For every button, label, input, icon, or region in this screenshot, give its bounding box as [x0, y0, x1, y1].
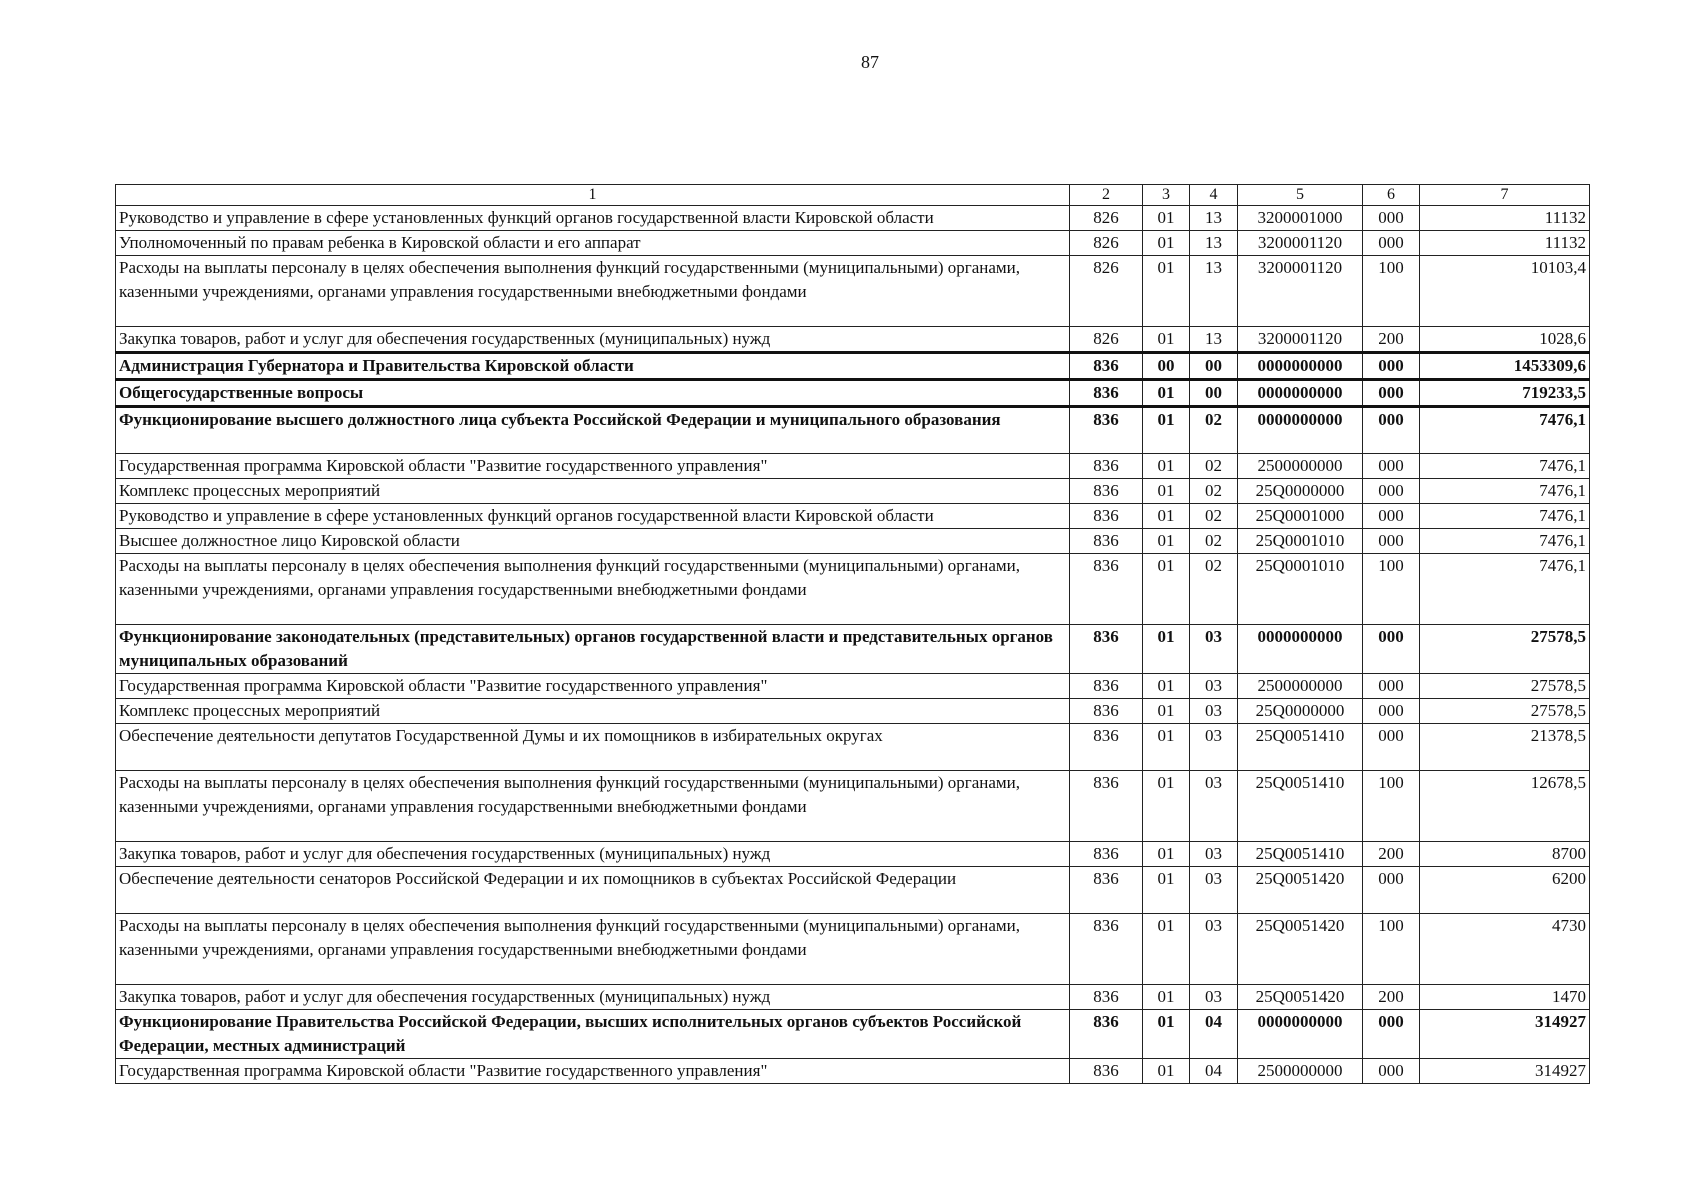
amount: 7476,1 — [1420, 554, 1590, 625]
grbs-code: 836 — [1070, 724, 1143, 771]
target-article-code: 25Q0001010 — [1238, 554, 1363, 625]
row-name: Руководство и управление в сфере установленных функций органов государственной власти Кировской области — [116, 504, 1070, 529]
subsection-code: 03 — [1190, 867, 1238, 914]
row-name: Государственная программа Кировской области "Развитие государственного управления" — [116, 674, 1070, 699]
column-header: 3 — [1143, 185, 1190, 206]
section-code: 01 — [1143, 914, 1190, 985]
subsection-code: 02 — [1190, 554, 1238, 625]
row-name: Уполномоченный по правам ребенка в Кировской области и его аппарат — [116, 231, 1070, 256]
amount: 10103,4 — [1420, 256, 1590, 327]
page-number: 87 — [861, 52, 879, 72]
table-row — [116, 407, 1590, 454]
table-row — [116, 867, 1590, 914]
section-code: 01 — [1143, 985, 1190, 1010]
subsection-code: 13 — [1190, 206, 1238, 231]
column-header: 5 — [1238, 185, 1363, 206]
target-article-code: 0000000000 — [1238, 1010, 1363, 1059]
row-name: Государственная программа Кировской области "Развитие государственного управления" — [116, 454, 1070, 479]
expense-type-code: 000 — [1363, 504, 1420, 529]
row-name: Обеспечение деятельности депутатов Государственной Думы и их помощников в избирательных округах — [116, 724, 1070, 771]
grbs-code: 826 — [1070, 206, 1143, 231]
column-header: 2 — [1070, 185, 1143, 206]
row-name: Закупка товаров, работ и услуг для обеспечения государственных (муниципальных) нужд — [116, 842, 1070, 867]
target-article-code: 2500000000 — [1238, 674, 1363, 699]
amount: 1453309,6 — [1420, 353, 1590, 380]
target-article-code: 25Q0051420 — [1238, 867, 1363, 914]
expense-type-code: 000 — [1363, 231, 1420, 256]
column-header: 4 — [1190, 185, 1238, 206]
row-name: Комплекс процессных мероприятий — [116, 479, 1070, 504]
grbs-code: 826 — [1070, 327, 1143, 353]
subsection-code: 13 — [1190, 256, 1238, 327]
section-code: 01 — [1143, 867, 1190, 914]
amount: 4730 — [1420, 914, 1590, 985]
subsection-code: 03 — [1190, 914, 1238, 985]
target-article-code: 3200001120 — [1238, 231, 1363, 256]
table-row — [116, 842, 1590, 867]
subsection-code: 02 — [1190, 529, 1238, 554]
grbs-code: 836 — [1070, 771, 1143, 842]
target-article-code: 0000000000 — [1238, 625, 1363, 674]
section-code: 01 — [1143, 1010, 1190, 1059]
target-article-code: 25Q0051410 — [1238, 724, 1363, 771]
expense-type-code: 000 — [1363, 407, 1420, 454]
subsection-code: 02 — [1190, 479, 1238, 504]
table-row — [116, 914, 1590, 985]
subsection-code: 03 — [1190, 724, 1238, 771]
expense-type-code: 000 — [1363, 699, 1420, 724]
grbs-code: 836 — [1070, 1059, 1143, 1084]
section-code: 01 — [1143, 554, 1190, 625]
section-code: 01 — [1143, 256, 1190, 327]
expense-type-code: 100 — [1363, 256, 1420, 327]
table-row — [116, 504, 1590, 529]
table-row — [116, 353, 1590, 380]
grbs-code: 836 — [1070, 1010, 1143, 1059]
section-code: 00 — [1143, 353, 1190, 380]
expense-type-code: 200 — [1363, 842, 1420, 867]
amount: 7476,1 — [1420, 407, 1590, 454]
row-name: Закупка товаров, работ и услуг для обеспечения государственных (муниципальных) нужд — [116, 985, 1070, 1010]
table-row — [116, 985, 1590, 1010]
expense-type-code: 100 — [1363, 914, 1420, 985]
row-name: Высшее должностное лицо Кировской области — [116, 529, 1070, 554]
section-code: 01 — [1143, 504, 1190, 529]
section-code: 01 — [1143, 327, 1190, 353]
row-name: Функционирование Правительства Российской Федерации, высших исполнительных органов субъектов Российской Федерации, местных администраций — [116, 1010, 1070, 1059]
expense-type-code: 100 — [1363, 554, 1420, 625]
amount: 27578,5 — [1420, 674, 1590, 699]
subsection-code: 03 — [1190, 699, 1238, 724]
target-article-code: 25Q0051410 — [1238, 771, 1363, 842]
table-body — [116, 185, 1590, 1084]
target-article-code: 2500000000 — [1238, 454, 1363, 479]
section-code: 01 — [1143, 407, 1190, 454]
table-row — [116, 256, 1590, 327]
amount: 27578,5 — [1420, 699, 1590, 724]
row-name: Расходы на выплаты персоналу в целях обеспечения выполнения функций государственными (муниципальными) органами, казенными учреждениями, органами управления государственными внебюджетными фондами — [116, 256, 1070, 327]
subsection-code: 03 — [1190, 625, 1238, 674]
row-name: Расходы на выплаты персоналу в целях обеспечения выполнения функций государственными (муниципальными) органами, казенными учреждениями, органами управления государственными внебюджетными фондами — [116, 914, 1070, 985]
table-row — [116, 724, 1590, 771]
amount: 12678,5 — [1420, 771, 1590, 842]
table-row — [116, 771, 1590, 842]
target-article-code: 25Q0001000 — [1238, 504, 1363, 529]
table-row — [116, 380, 1590, 407]
amount: 7476,1 — [1420, 454, 1590, 479]
section-code: 01 — [1143, 842, 1190, 867]
section-code: 01 — [1143, 625, 1190, 674]
subsection-code: 02 — [1190, 407, 1238, 454]
section-code: 01 — [1143, 479, 1190, 504]
expense-type-code: 000 — [1363, 206, 1420, 231]
table-row — [116, 699, 1590, 724]
section-code: 01 — [1143, 454, 1190, 479]
section-code: 01 — [1143, 1059, 1190, 1084]
table-row — [116, 625, 1590, 674]
amount: 6200 — [1420, 867, 1590, 914]
section-code: 01 — [1143, 206, 1190, 231]
row-name: Обеспечение деятельности сенаторов Российской Федерации и их помощников в субъектах Российской Федерации — [116, 867, 1070, 914]
subsection-code: 02 — [1190, 454, 1238, 479]
amount: 7476,1 — [1420, 504, 1590, 529]
expense-type-code: 000 — [1363, 353, 1420, 380]
subsection-code: 03 — [1190, 842, 1238, 867]
table-row — [116, 454, 1590, 479]
column-header: 1 — [116, 185, 1070, 206]
grbs-code: 836 — [1070, 529, 1143, 554]
expense-type-code: 000 — [1363, 529, 1420, 554]
row-name: Комплекс процессных мероприятий — [116, 699, 1070, 724]
table-row — [116, 1010, 1590, 1059]
expense-type-code: 000 — [1363, 867, 1420, 914]
table-row — [116, 1059, 1590, 1084]
subsection-code: 00 — [1190, 353, 1238, 380]
budget-table — [115, 184, 1590, 1084]
grbs-code: 836 — [1070, 914, 1143, 985]
amount: 1028,6 — [1420, 327, 1590, 353]
row-name: Функционирование законодательных (представительных) органов государственной власти и представительных органов муниципальных образований — [116, 625, 1070, 674]
amount: 719233,5 — [1420, 380, 1590, 407]
section-code: 01 — [1143, 380, 1190, 407]
target-article-code: 25Q0051420 — [1238, 914, 1363, 985]
subsection-code: 13 — [1190, 327, 1238, 353]
target-article-code: 25Q0051410 — [1238, 842, 1363, 867]
amount: 7476,1 — [1420, 479, 1590, 504]
expense-type-code: 000 — [1363, 479, 1420, 504]
grbs-code: 836 — [1070, 407, 1143, 454]
amount: 7476,1 — [1420, 529, 1590, 554]
table-row — [116, 479, 1590, 504]
amount: 21378,5 — [1420, 724, 1590, 771]
section-code: 01 — [1143, 529, 1190, 554]
grbs-code: 836 — [1070, 842, 1143, 867]
row-name: Общегосударственные вопросы — [116, 380, 1070, 407]
section-code: 01 — [1143, 674, 1190, 699]
grbs-code: 836 — [1070, 699, 1143, 724]
amount: 314927 — [1420, 1059, 1590, 1084]
row-name: Государственная программа Кировской области "Развитие государственного управления" — [116, 1059, 1070, 1084]
grbs-code: 836 — [1070, 454, 1143, 479]
target-article-code: 25Q0001010 — [1238, 529, 1363, 554]
subsection-code: 04 — [1190, 1059, 1238, 1084]
expense-type-code: 000 — [1363, 1059, 1420, 1084]
target-article-code: 3200001000 — [1238, 206, 1363, 231]
target-article-code: 2500000000 — [1238, 1059, 1363, 1084]
grbs-code: 836 — [1070, 380, 1143, 407]
target-article-code: 25Q0000000 — [1238, 479, 1363, 504]
target-article-code: 0000000000 — [1238, 407, 1363, 454]
table-row — [116, 554, 1590, 625]
row-name: Расходы на выплаты персоналу в целях обеспечения выполнения функций государственными (муниципальными) органами, казенными учреждениями, органами управления государственными внебюджетными фондами — [116, 554, 1070, 625]
target-article-code: 0000000000 — [1238, 380, 1363, 407]
grbs-code: 836 — [1070, 479, 1143, 504]
expense-type-code: 000 — [1363, 454, 1420, 479]
table-row — [116, 327, 1590, 353]
grbs-code: 826 — [1070, 231, 1143, 256]
target-article-code: 25Q0051420 — [1238, 985, 1363, 1010]
row-name: Закупка товаров, работ и услуг для обеспечения государственных (муниципальных) нужд — [116, 327, 1070, 353]
target-article-code: 25Q0000000 — [1238, 699, 1363, 724]
subsection-code: 03 — [1190, 674, 1238, 699]
column-header: 7 — [1420, 185, 1590, 206]
subsection-code: 03 — [1190, 771, 1238, 842]
expense-type-code: 000 — [1363, 724, 1420, 771]
expense-type-code: 200 — [1363, 327, 1420, 353]
row-name: Расходы на выплаты персоналу в целях обеспечения выполнения функций государственными (муниципальными) органами, казенными учреждениями, органами управления государственными внебюджетными фондами — [116, 771, 1070, 842]
grbs-code: 836 — [1070, 554, 1143, 625]
header-row — [116, 185, 1590, 206]
subsection-code: 03 — [1190, 985, 1238, 1010]
table-row — [116, 231, 1590, 256]
subsection-code: 04 — [1190, 1010, 1238, 1059]
table-row — [116, 674, 1590, 699]
target-article-code: 3200001120 — [1238, 327, 1363, 353]
target-article-code: 3200001120 — [1238, 256, 1363, 327]
section-code: 01 — [1143, 771, 1190, 842]
table-row — [116, 529, 1590, 554]
grbs-code: 836 — [1070, 674, 1143, 699]
amount: 314927 — [1420, 1010, 1590, 1059]
subsection-code: 02 — [1190, 504, 1238, 529]
grbs-code: 836 — [1070, 504, 1143, 529]
grbs-code: 836 — [1070, 625, 1143, 674]
grbs-code: 836 — [1070, 353, 1143, 380]
expense-type-code: 000 — [1363, 380, 1420, 407]
expense-type-code: 000 — [1363, 674, 1420, 699]
amount: 8700 — [1420, 842, 1590, 867]
grbs-code: 836 — [1070, 985, 1143, 1010]
expense-type-code: 000 — [1363, 625, 1420, 674]
row-name: Администрация Губернатора и Правительства Кировской области — [116, 353, 1070, 380]
amount: 11132 — [1420, 231, 1590, 256]
subsection-code: 00 — [1190, 380, 1238, 407]
column-header: 6 — [1363, 185, 1420, 206]
target-article-code: 0000000000 — [1238, 353, 1363, 380]
section-code: 01 — [1143, 724, 1190, 771]
expense-type-code: 100 — [1363, 771, 1420, 842]
section-code: 01 — [1143, 231, 1190, 256]
amount: 11132 — [1420, 206, 1590, 231]
amount: 27578,5 — [1420, 625, 1590, 674]
expense-type-code: 000 — [1363, 1010, 1420, 1059]
table-row — [116, 206, 1590, 231]
row-name: Руководство и управление в сфере установленных функций органов государственной власти Кировской области — [116, 206, 1070, 231]
grbs-code: 836 — [1070, 867, 1143, 914]
amount: 1470 — [1420, 985, 1590, 1010]
section-code: 01 — [1143, 699, 1190, 724]
row-name: Функционирование высшего должностного лица субъекта Российской Федерации и муниципального образования — [116, 407, 1070, 454]
grbs-code: 826 — [1070, 256, 1143, 327]
expense-type-code: 200 — [1363, 985, 1420, 1010]
subsection-code: 13 — [1190, 231, 1238, 256]
